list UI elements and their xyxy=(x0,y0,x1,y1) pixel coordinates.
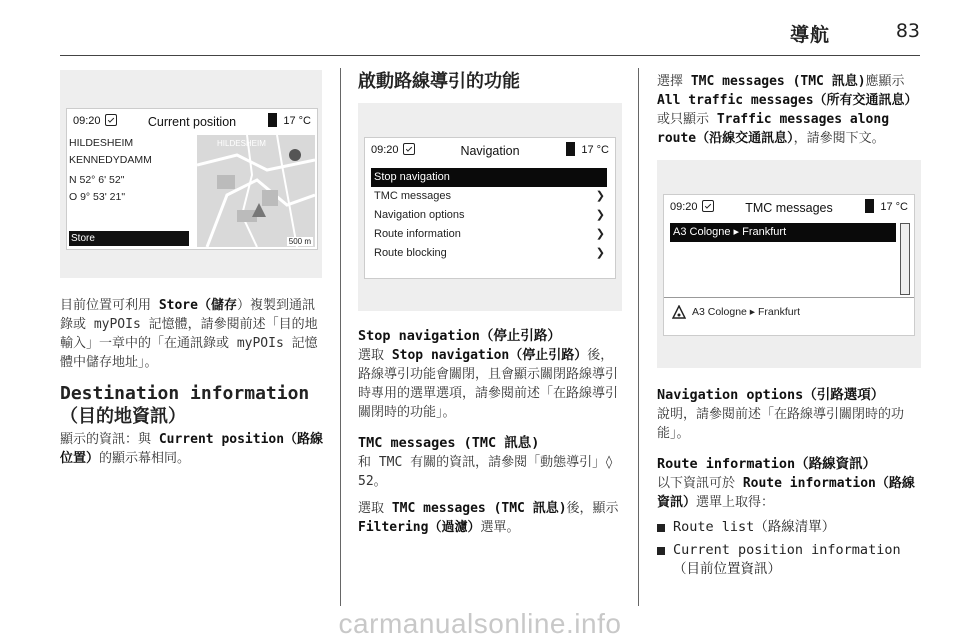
store-label: Store xyxy=(71,233,95,244)
list-item: Current position information（目前位置資訊） xyxy=(657,541,922,579)
chevron-right-icon: ❯ xyxy=(595,190,605,202)
chevron-right-icon: ❯ xyxy=(595,247,605,259)
route-traffic-term: Traffic messages along route（沿線交通訊息） xyxy=(657,112,890,146)
all-traffic-term: All traffic messages（所有交通訊息） xyxy=(657,93,918,108)
list-item: Route list（路線清單） xyxy=(657,518,922,537)
menu-item-route-information[interactable] xyxy=(371,225,607,244)
street-label: KENNEDYDAMM xyxy=(69,154,152,166)
menu-label: Navigation options xyxy=(374,209,465,221)
text: 後，路線導引功能會關閉，且會顯示關閉路線導引時專用的選單選項，請參閱前述「在路線導引關閉時的功能」。 xyxy=(358,348,619,420)
screen-status-bar xyxy=(67,109,317,135)
stop-navigation-paragraph xyxy=(358,346,623,422)
map-view[interactable] xyxy=(197,135,315,247)
route-information-term: Route information（路線資訊） xyxy=(657,476,915,510)
clock-time: 09:20 xyxy=(371,144,399,156)
menu-label: Stop navigation xyxy=(374,171,450,183)
screen-current-position xyxy=(66,108,318,250)
filtering-term: Filtering（過濾） xyxy=(358,520,481,535)
menu-label: A3 Cologne ▸ Frankfurt xyxy=(673,226,787,238)
menu-item-route-blocking[interactable] xyxy=(371,244,607,263)
navigation-options-heading: Navigation options（引路選項） xyxy=(657,387,885,403)
scrollbar[interactable] xyxy=(900,223,910,295)
text: 後，顯示 xyxy=(566,501,619,516)
text: （ xyxy=(197,298,211,313)
tmc-detail-label: A3 Cologne ▸ Frankfurt xyxy=(692,306,800,318)
watermark: carmanualsonline.info xyxy=(338,608,622,639)
screen-tmc xyxy=(663,194,915,336)
thermometer-icon xyxy=(865,199,874,213)
text: 的顯示幕相同。 xyxy=(99,451,191,466)
text: 以下資訊可於 xyxy=(657,476,743,491)
traffic-warning-icon xyxy=(672,305,686,319)
tmc-term: TMC messages (TMC 訊息) xyxy=(391,501,567,516)
column-divider-2 xyxy=(638,68,639,606)
text: 選單上取得： xyxy=(696,495,775,510)
latitude-label: N 52° 6' 52" xyxy=(69,174,125,186)
screen-title: Current position xyxy=(147,115,237,129)
temperature: 17 °C xyxy=(581,144,609,156)
menu-item-navigation-options[interactable] xyxy=(371,206,607,225)
menu-item-tmc-messages[interactable] xyxy=(371,187,607,206)
screen-current-position-panel xyxy=(60,70,322,278)
screen-navigation-panel xyxy=(358,103,622,311)
store-term-cn: 儲存 xyxy=(210,298,237,313)
store-button[interactable] xyxy=(69,231,189,246)
text: 目前位置可利用 xyxy=(60,298,159,313)
thermometer-icon xyxy=(268,113,277,127)
menu-label: Route information xyxy=(374,228,461,240)
screen-navigation xyxy=(364,137,616,279)
screen-tmc-panel xyxy=(657,160,921,368)
menu-item-stop-navigation[interactable] xyxy=(371,168,607,187)
tmc-intro-paragraph xyxy=(657,72,922,148)
clock-time: 09:20 xyxy=(670,201,698,213)
screen-title: Navigation xyxy=(460,144,520,158)
column-1 xyxy=(60,70,325,468)
store-paragraph xyxy=(60,296,325,372)
tmc-list-item-selected[interactable] xyxy=(670,223,896,242)
text: 顯示的資訊：與 xyxy=(60,432,159,447)
column-3 xyxy=(657,72,922,583)
tmc-heading: TMC messages (TMC 訊息) xyxy=(358,435,540,451)
column-2 xyxy=(358,70,623,537)
tmc-filter-paragraph xyxy=(358,499,623,537)
text: 選擇 xyxy=(657,74,691,89)
screen-status-bar xyxy=(664,195,914,221)
menu-label: TMC messages xyxy=(374,190,452,202)
clock-time: 09:20 xyxy=(73,115,101,127)
destination-heading: Destination information（目的地資訊） xyxy=(60,383,310,427)
text: 或只顯示 xyxy=(657,112,717,127)
chevron-right-icon: ❯ xyxy=(595,228,605,240)
page-number: 83 xyxy=(895,20,920,42)
screen-title: TMC messages xyxy=(745,201,833,215)
tmc-term: TMC messages (TMC 訊息) xyxy=(690,74,866,89)
text: ，請參閱下文。 xyxy=(793,131,885,146)
text: 選取 xyxy=(358,501,392,516)
chapter-title: 導航 xyxy=(789,24,830,46)
chevron-right-icon: ❯ xyxy=(595,209,605,221)
section-heading: 啟動路線導引的功能 xyxy=(358,71,520,92)
stop-navigation-term: Stop navigation（停止引路） xyxy=(391,348,588,363)
store-term: Store xyxy=(158,298,198,313)
longitude-label: O 9° 53' 21" xyxy=(69,191,126,203)
tmc-paragraph: 和 TMC 有關的資訊，請參閱「動態導引」◊ 52。 xyxy=(358,455,613,489)
city-label: HILDESHEIM xyxy=(69,137,134,149)
destination-paragraph xyxy=(60,430,325,468)
text: 應顯示 xyxy=(865,74,905,89)
text: ）複製到通訊錄或 myPOIs 記憶體，請參閱前述「目的地輸入」一章中的「在通訊錄或 myPOIs 記憶體中儲存地址」。 xyxy=(60,298,318,370)
text: 選單。 xyxy=(480,520,520,535)
column-divider-1 xyxy=(340,68,341,606)
thermometer-icon xyxy=(566,142,575,156)
temperature: 17 °C xyxy=(283,115,311,127)
route-information-paragraph xyxy=(657,474,922,512)
divider xyxy=(664,297,914,298)
route-info-list xyxy=(657,518,922,579)
page-header xyxy=(60,0,920,56)
stop-navigation-heading: Stop navigation（停止引路） xyxy=(358,328,561,344)
text: 選取 xyxy=(358,348,392,363)
map-city-label: HILDESHEIM xyxy=(217,139,266,148)
map-scale: 500 m xyxy=(288,237,311,246)
screen-status-bar xyxy=(365,138,615,164)
route-information-heading: Route information（路線資訊） xyxy=(657,456,877,472)
navigation-options-paragraph: 說明，請參閱前述「在路線導引關閉時的功能」。 xyxy=(657,407,905,441)
temperature: 17 °C xyxy=(880,201,908,213)
current-position-term: Current position（路線位置） xyxy=(60,432,324,466)
menu-label: Route blocking xyxy=(374,247,447,259)
